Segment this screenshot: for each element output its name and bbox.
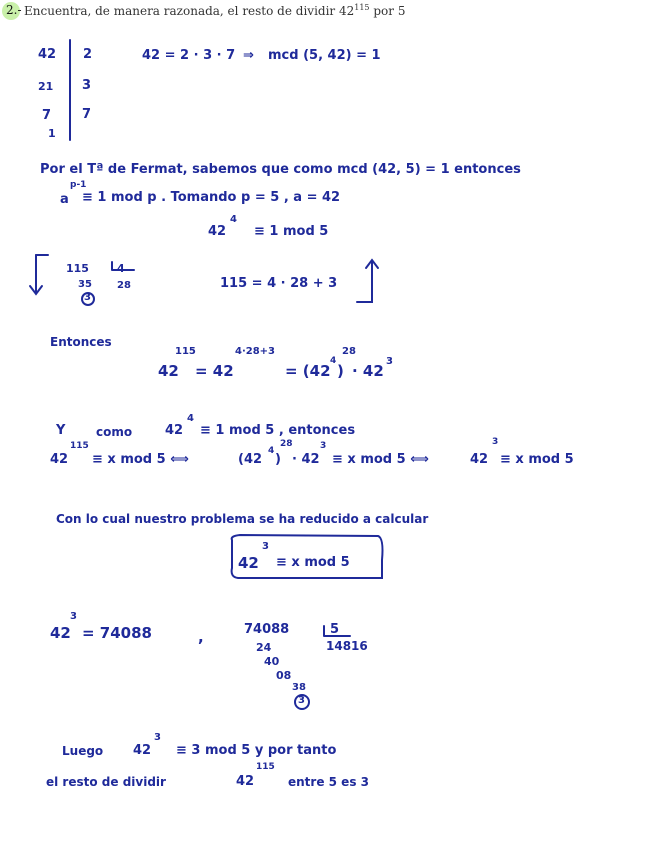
reduce-box-base: 42	[238, 554, 259, 572]
ycomo-line1-exponent: 4	[187, 413, 194, 424]
ycomo-line1-base: 42	[165, 423, 184, 438]
conclusion-line2-a: el resto de dividir	[46, 775, 166, 789]
ycomo-line2-exponent: 115	[70, 441, 89, 451]
entonces-exponent-3: 3	[386, 356, 393, 367]
conclusion-line2-exponent: 115	[256, 762, 275, 772]
ycomo-line2-b-exponent-28: 28	[280, 439, 293, 449]
mcd-statement: mcd (5, 42) = 1	[268, 48, 381, 63]
ycomo-line2-base: 42	[50, 452, 69, 467]
ycomo-line2-e-exponent: 3	[492, 437, 499, 447]
factor-left-4: 1	[48, 127, 56, 140]
ycomo-line2-b-exponent: 4	[268, 446, 275, 456]
division1-dividend: 115	[66, 262, 89, 275]
entonces-times-42: · 42	[352, 362, 384, 380]
problem-statement-exponent: 115	[354, 3, 370, 12]
division1-bracket-right	[357, 260, 378, 302]
cube-dividend: 74088	[244, 622, 290, 637]
cube-comma: ,	[198, 628, 204, 646]
conclusion-line2-base: 42	[236, 774, 255, 789]
ycomo-line2-d: ≡ x mod 5 ⟺	[332, 452, 429, 467]
division1-quotient: 28	[117, 280, 131, 291]
ycomo-line1-rest: ≡ 1 mod 5 , entonces	[200, 423, 356, 438]
division1-equation: 115 = 4 · 28 + 3	[220, 276, 338, 291]
division1-step: 35	[78, 279, 92, 290]
implies-arrow: ⇒	[243, 48, 254, 63]
fermat-line-3-base: 42	[208, 224, 227, 239]
ycomo-y: Y	[56, 423, 66, 438]
cube-base: 42	[50, 624, 71, 642]
division1-bracket-left	[30, 255, 42, 294]
cube-step-1: 24	[256, 641, 272, 654]
factor-left-3: 7	[42, 108, 52, 123]
reduce-line: Con lo cual nuestro problema se ha reducido a calcular	[56, 512, 429, 526]
ycomo-line2-c: · 42	[292, 452, 320, 467]
ycomo-line2-e: 42	[470, 452, 489, 467]
problem-statement-end: por 5	[373, 4, 406, 18]
conclusion-line1-rest: ≡ 3 mod 5 y por tanto	[176, 743, 337, 758]
conclusion-luego: Luego	[62, 744, 104, 758]
entonces-exponent-expanded: 4·28+3	[235, 346, 276, 357]
factor-left-1: 42	[38, 47, 57, 62]
cube-remainder: 3	[298, 695, 305, 706]
ycomo-line2-c-exponent: 3	[320, 441, 327, 451]
entonces-exponent-28: 28	[342, 346, 356, 357]
division1-remainder: 3	[84, 292, 91, 303]
ycomo-line2-a: ≡ x mod 5 ⟺	[92, 452, 189, 467]
cube-divisor: 5	[330, 622, 340, 637]
factor-right-3: 7	[82, 107, 92, 122]
ycomo-line2-f: ≡ x mod 5	[500, 452, 574, 467]
factor-right-2: 3	[82, 78, 92, 93]
entonces-base: 42	[158, 362, 179, 380]
entonces-power-open: = (42	[285, 362, 331, 380]
fermat-line-3: ≡ 1 mod 5	[254, 224, 329, 239]
entonces-equals-42: = 42	[195, 362, 234, 380]
cube-step-2: 40	[264, 655, 280, 668]
cube-step-3: 08	[276, 669, 292, 682]
cube-exponent: 3	[70, 611, 77, 622]
factor-left-2: 21	[38, 80, 54, 93]
problem-number: 2.-	[6, 3, 22, 17]
fermat-line-2: ≡ 1 mod p . Tomando p = 5 , a = 42	[82, 190, 341, 205]
conclusion-line1-base: 42	[133, 743, 152, 758]
division1-divisor: 4	[117, 262, 125, 275]
fermat-a: a	[60, 192, 69, 207]
ycomo-line2-b-close: )	[275, 452, 281, 467]
ycomo-line2-b: (42	[238, 452, 263, 467]
cube-quotient: 14816	[326, 639, 368, 653]
ycomo-como: como	[96, 425, 133, 439]
fermat-line-1: Por el Tª de Fermat, sabemos que como mcd (42, 5) = 1 entonces	[40, 162, 521, 177]
reduce-box-rest: ≡ x mod 5	[276, 555, 350, 570]
entonces-power-close: )	[337, 362, 344, 380]
fermat-a-exponent: p-1	[70, 180, 87, 190]
factor-equation: 42 = 2 · 3 · 7	[142, 48, 236, 63]
cube-step-4: 38	[292, 682, 306, 693]
entonces-exponent-115: 115	[175, 346, 196, 357]
reduce-box-exponent: 3	[262, 541, 269, 552]
entonces-label: Entonces	[50, 335, 112, 349]
conclusion-line2-rest: entre 5 es 3	[288, 775, 369, 789]
conclusion-line1-exponent: 3	[154, 732, 161, 743]
factor-right-1: 2	[83, 47, 93, 62]
entonces-inner-exponent: 4	[330, 356, 337, 366]
problem-statement-text: Encuentra, de manera razonada, el resto de dividir 42	[24, 4, 355, 18]
fermat-line-3-exponent: 4	[230, 214, 237, 225]
cube-equation: = 74088	[82, 624, 152, 642]
